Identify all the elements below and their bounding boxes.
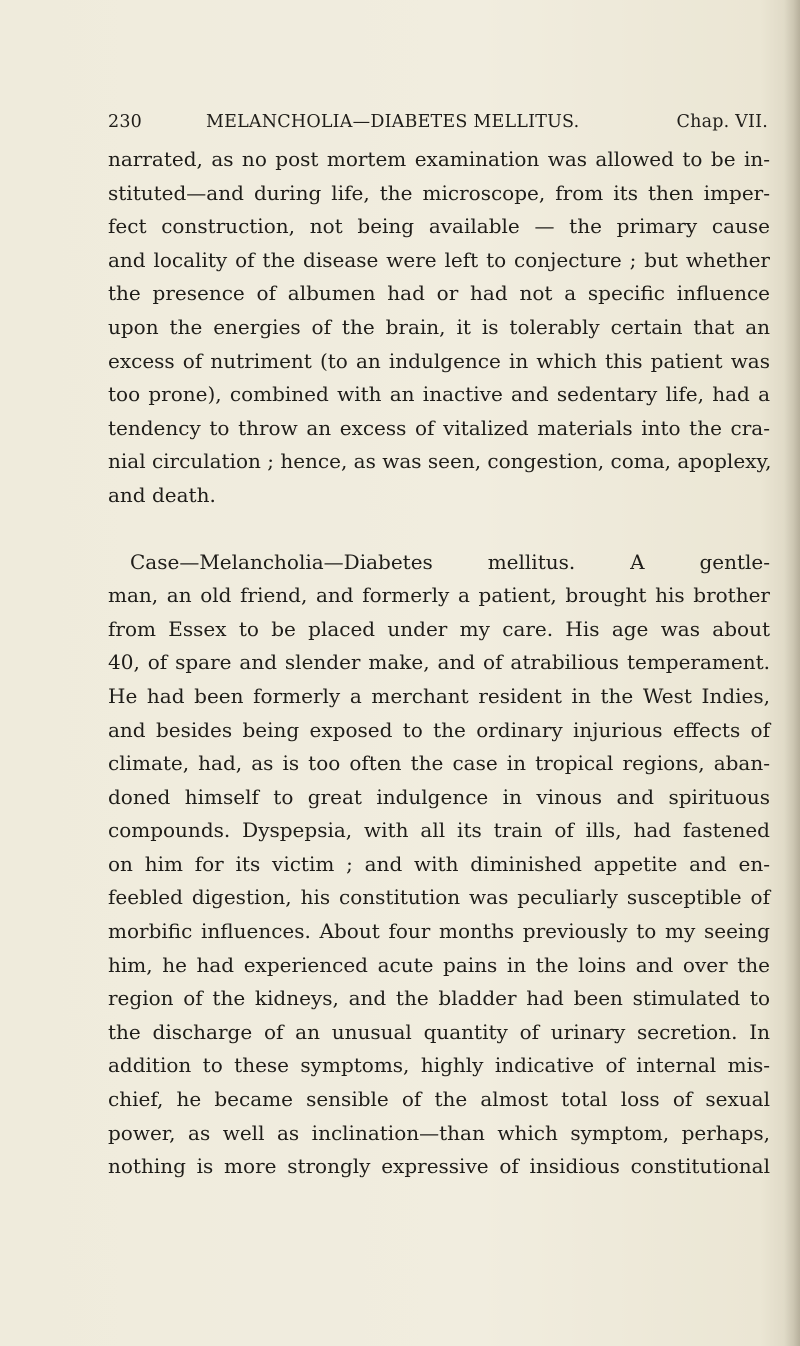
text-line: He had been formerly a merchant resident in the West Indies, [108, 683, 770, 708]
text-line: him, he had experienced acute pains in the loins and over the [108, 952, 770, 977]
text-line: tendency to throw an excess of vitalized materials into the cra- [108, 415, 770, 440]
text-line: addition to these symptoms, highly indicative of internal mis- [108, 1053, 770, 1078]
text-line: narrated, as no post mortem examination was allowed to be in- [108, 147, 770, 171]
text-line: the discharge of an unusual quantity of urinary secretion. In [108, 1019, 770, 1044]
text-line: on him for its victim ; and with diminished appetite and en- [108, 851, 770, 876]
running-header [108, 112, 768, 138]
text-line: and locality of the disease were left to conjecture ; but whether [108, 247, 770, 272]
running-title: MELANCHOLIA—DIABETES MELLITUS. [206, 112, 580, 132]
text-line: nial circulation ; hence, as was seen, congestion, coma, apoplexy, [108, 449, 772, 474]
text-line: too prone), combined with an inactive and sedentary life, had a [108, 382, 770, 407]
text-line: doned himself to great indulgence in vinous and spirituous [108, 784, 770, 809]
page-edge-shadow [784, 0, 800, 1346]
page-number: 230 [108, 112, 143, 132]
text-line: excess of nutriment (to an indulgence in which this patient was [108, 348, 770, 373]
text-line: upon the energies of the brain, it is tolerably certain that an [108, 314, 770, 339]
text-line: region of the kidneys, and the bladder had been stimulated to [108, 986, 770, 1011]
body-text [108, 143, 770, 1184]
text-line: compounds. Dyspepsia, with all its train of ills, had fastened [108, 818, 770, 843]
text-line: fect construction, not being available — the primary cause [108, 214, 770, 239]
text-line: morbific influences. About four months previously to my seeing [108, 919, 770, 944]
text-line: the presence of albumen had or had not a specific influence [108, 281, 770, 306]
text-line: climate, had, as is too often the case in tropical regions, aban- [108, 751, 770, 776]
text-line: stituted—and during life, the microscope, from its then imper- [108, 180, 770, 205]
text-line: chief, he became sensible of the almost total loss of sexual [108, 1087, 770, 1112]
text-line: and death. [108, 482, 216, 507]
text-line: 40, of spare and slender make, and of atrabilious temperament. [108, 650, 770, 675]
text-line: nothing is more strongly expressive of insidious constitutional [108, 1154, 770, 1179]
text-line: power, as well as inclination—than which symptom, perhaps, [108, 1120, 770, 1145]
paragraph-1 [108, 143, 770, 513]
case-heading-line: Case—Melancholia—Diabetes mellitus. A gentle- [130, 549, 770, 574]
text-line: man, an old friend, and formerly a patient, brought his brother [108, 583, 770, 608]
text-line: from Essex to be placed under my care. His age was about [108, 616, 770, 641]
paragraph-2 [108, 546, 770, 1184]
text-line: and besides being exposed to the ordinary injurious effects of [108, 717, 770, 742]
text-line: feebled digestion, his constitution was peculiarly susceptible of [108, 885, 770, 910]
paragraph-gap [108, 513, 770, 546]
chapter-label: Chap. VII. [676, 112, 768, 132]
